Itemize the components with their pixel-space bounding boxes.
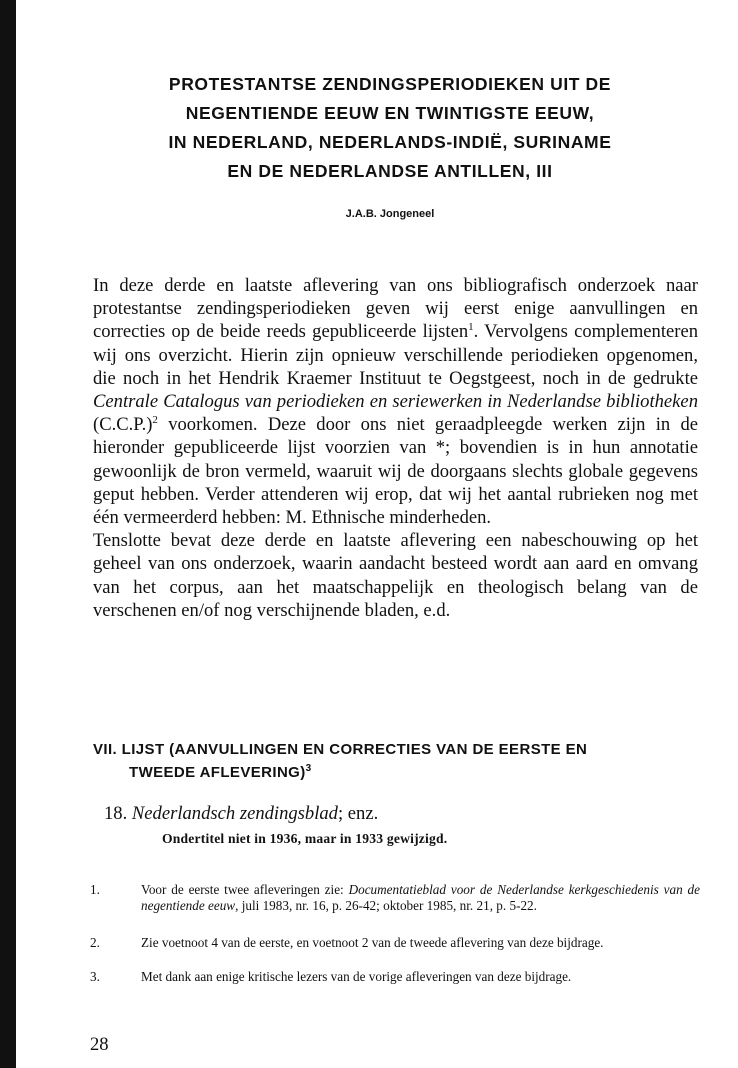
paragraph-2: Tenslotte bevat deze derde en laatste aflevering een nabeschouwing op het geheel van ons onderzoek, waarin aandacht besteed wordt aan aard en omvang van het corpus, aan het maatschappelijk en theologisch belang van de verschenen en/of nog verschijnende bladen, e.d. bbox=[93, 530, 698, 621]
footnote-number: 3. bbox=[90, 969, 100, 984]
footnote-1-journal: Documentatieblad voor de Nederlandse kerkgeschiedenis van de negentiende eeuw bbox=[141, 882, 700, 913]
section-heading bbox=[93, 738, 693, 784]
entry-title: Nederlandsch zendingsblad bbox=[131, 803, 338, 824]
title-line-3: IN NEDERLAND, NEDERLANDS-INDIË, SURINAME bbox=[168, 132, 612, 152]
entry-suffix: ; enz. bbox=[337, 803, 379, 824]
footnote-text: Met dank aan enige kritische lezers van de vorige afleveringen van deze bijdrage. bbox=[141, 969, 572, 984]
paragraph-1 bbox=[93, 274, 698, 529]
p1-catalogue-title: Centrale Catalogus van periodieken en seriewerken in Nederlandse bibliotheken bbox=[93, 391, 698, 413]
footnote-ref-2: 2 bbox=[152, 414, 158, 427]
section-heading-line-2 bbox=[93, 761, 693, 784]
footnote-1-post: , juli 1983, nr. 16, p. 26-42; oktober 1985, nr. 21, p. 5-22. bbox=[235, 898, 537, 913]
section-heading-line-1: VII. LIJST (AANVULLINGEN EN CORRECTIES VAN DE EERSTE EN bbox=[93, 741, 588, 758]
p1-text-a: In deze derde en laatste aflevering van ons bibliografisch onderzoek naar protestantse zendingsperiodieken geven wij eerst enige aanvullingen en correcties op de beide reeds gepubliceerde lijsten bbox=[93, 275, 698, 343]
article-title bbox=[100, 70, 680, 186]
entry-subtitle: Ondertitel niet in 1936, maar in 1933 gewijzigd. bbox=[162, 831, 448, 846]
footnote-text bbox=[141, 882, 700, 914]
footnote-1 bbox=[90, 882, 700, 914]
title-line-1: PROTESTANTSE ZENDINGSPERIODIEKEN UIT DE bbox=[168, 74, 612, 94]
entry-number: 18. bbox=[104, 803, 128, 824]
body-text bbox=[93, 274, 698, 622]
p1-text-b: . Vervolgens complementeren wij ons overzicht. Hierin zijn opnieuw verschillende periodieken opgenomen, die noch in het Hendrik Kraemer Instituut te Oegstgeest, noch in de gedrukte bbox=[93, 321, 698, 389]
footnote-ref-3: 3 bbox=[305, 763, 312, 774]
p1-text-d: voorkomen. Deze door ons niet geraadpleegde werken zijn in de hieronder gepubliceerde lijst voorzien van *; bovendien is in hun annotatie gewoonlijk de bron vermeld, waaruit wij de doorgaans slechts globale gegevens geput hebben. Verder attenderen wij erop, dat wij het aantal rubrieken nog met één vermeerderd hebben: M. Ethnische minderheden. bbox=[93, 414, 698, 529]
page-number: 28 bbox=[90, 1034, 109, 1055]
list-entry-18 bbox=[104, 803, 378, 825]
author-name: J.A.B. Jongeneel bbox=[345, 208, 435, 220]
section-heading-line-2-text: TWEEDE AFLEVERING) bbox=[129, 764, 306, 781]
footnote-number: 1. bbox=[90, 882, 100, 897]
scan-edge-bar bbox=[0, 0, 16, 1068]
p1-text-c: (C.C.P.) bbox=[93, 414, 153, 436]
footnote-2 bbox=[90, 935, 700, 951]
footnote-3 bbox=[90, 969, 700, 985]
footnote-text: Zie voetnoot 4 van de eerste, en voetnoot 2 van de tweede aflevering van deze bijdrage. bbox=[141, 935, 604, 950]
footnote-number: 2. bbox=[90, 935, 100, 950]
footnote-1-pre: Voor de eerste twee afleveringen zie: bbox=[141, 882, 349, 897]
title-line-4: EN DE NEDERLANDSE ANTILLEN, III bbox=[227, 161, 553, 181]
title-line-2: NEGENTIENDE EEUW EN TWINTIGSTE EEUW, bbox=[185, 103, 595, 123]
footnote-ref-1: 1 bbox=[468, 321, 474, 334]
